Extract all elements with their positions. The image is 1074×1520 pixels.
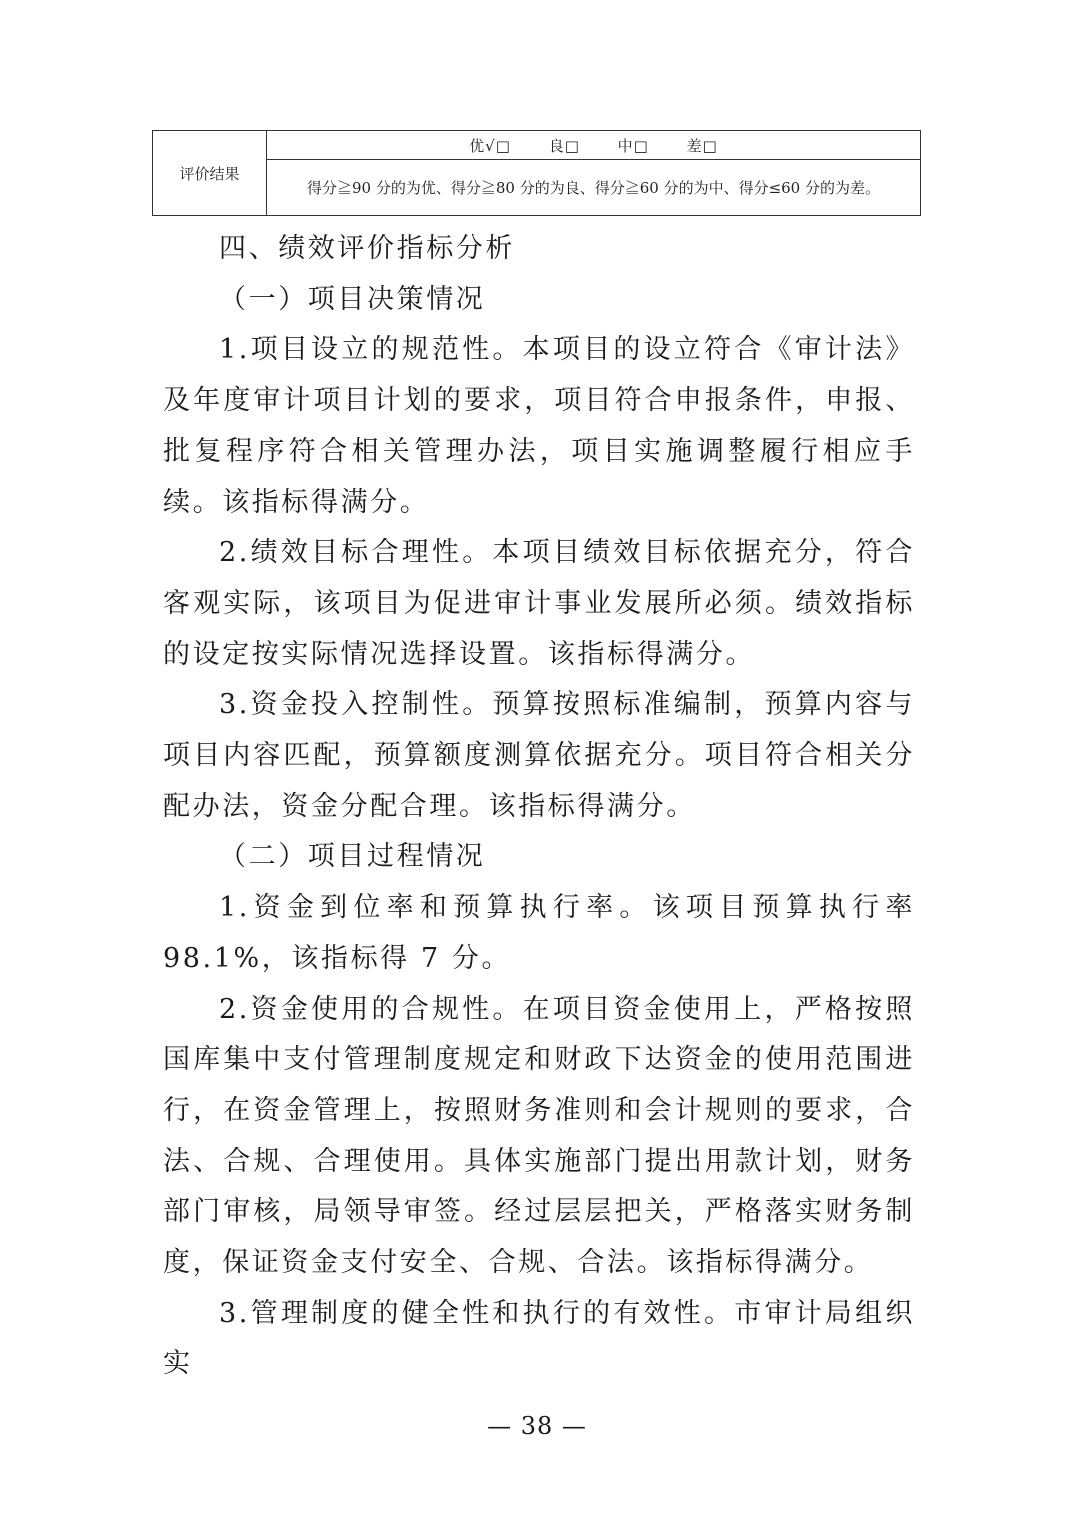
paragraph: 3.资金投入控制性。预算按照标准编制，预算内容与项目内容匹配，预算额度测算依据充分。项目符合相关分配办法，资金分配合理。该指标得满分。 <box>163 689 915 822</box>
paragraph: 1.资金到位率和预算执行率。该项目预算执行率 98.1%，该指标得 7 分。 <box>163 892 915 974</box>
page-number: — 38 — <box>487 1412 587 1440</box>
paragraph: 3.管理制度的健全性和执行的有效性。市审计局组织实 <box>163 1297 915 1380</box>
paragraph: 2.绩效目标合理性。本项目绩效目标依据充分，符合客观实际，该项目为促进审计事业发展所必须。绩效指标的设定按实际情况选择设置。该指标得满分。 <box>163 537 915 670</box>
paragraph: 1.项目设立的规范性。本项目的设立符合《审计法》及年度审计项目计划的要求，项目符合申报条件，申报、批复程序符合相关管理办法，项目实施调整履行相应手续。该指标得满分。 <box>163 334 915 518</box>
grading-criteria: 得分≧90 分的为优、得分≧80 分的为良、得分≧60 分的为中、得分≤60 分的为差。 <box>267 160 921 216</box>
subsection-heading: （二）项目过程情况 <box>219 841 486 873</box>
grade-medium: 中□ <box>617 136 649 155</box>
paragraph: 2.资金使用的合规性。在项目资金使用上，严格按照国库集中支付管理制度规定和财政下达资金的使用范围进行，在资金管理上，按照财务准则和会计规则的要求，合法、合规、合理使用。具体实施部门提出用款计划，财务部门审核，局领导审签。经过层层把关，严格落实财务制度，保证资金支付安全、合规、合法。该指标得满分。 <box>163 993 915 1279</box>
evaluation-result-label: 评价结果 <box>153 131 267 216</box>
grade-options-row <box>267 131 921 160</box>
evaluation-result-table <box>152 130 921 216</box>
grade-excellent: 优√□ <box>469 136 511 155</box>
grade-poor: 差□ <box>686 136 718 155</box>
body-text <box>163 224 915 1390</box>
grade-good: 良□ <box>548 136 580 155</box>
subsection-heading: （一）项目决策情况 <box>219 283 486 315</box>
section-heading: 四、绩效评价指标分析 <box>219 233 515 264</box>
